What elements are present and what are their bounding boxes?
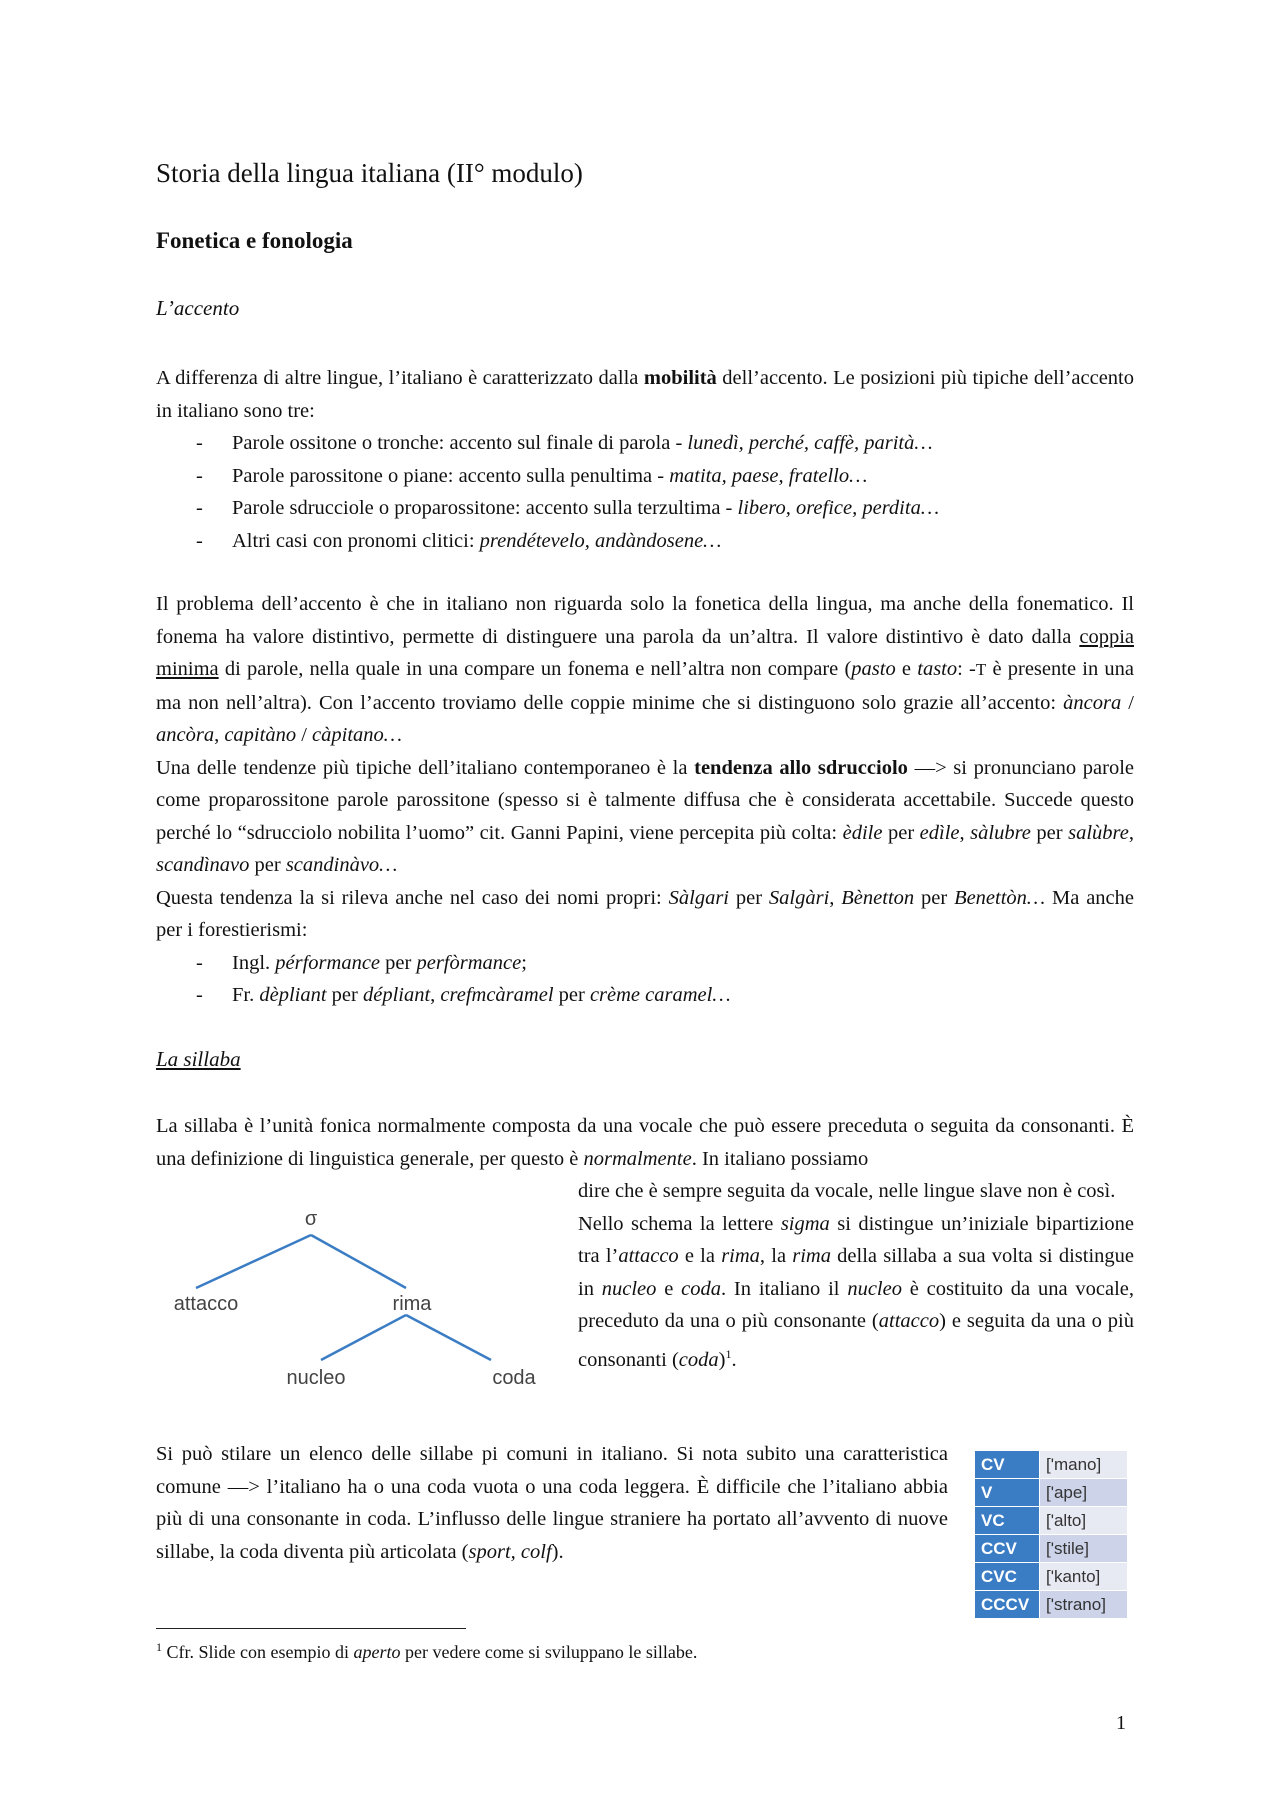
subsection-heading-accento: L’accento	[156, 296, 240, 320]
table-row	[975, 1563, 1128, 1591]
minimal-pair-paragraph: Il problema dell’accento è che in italiano non riguarda solo la fonetica della lingua, ma anche della fonematico. Il fonema ha valore distintivo, permette di distinguere una parola da un’altra. Il valore distintivo è dato dalla coppia minima di parole, nella quale in una compare un fonema e nell’altra non compare (pasto e tasto: -T è presente in una ma non nell’altra). Con l’accento troviamo delle coppie minime che si distinguono solo grazie all’accento: àncora / ancòra, capitàno / càpitano…	[156, 593, 1134, 746]
diagram-node-root: σ	[304, 1208, 318, 1230]
diagram-edge	[406, 1315, 491, 1360]
footnote-marker[interactable]: 1	[725, 1346, 732, 1361]
syllable-type-cell: V	[975, 1479, 1040, 1507]
table-row	[975, 1535, 1128, 1563]
table-row	[975, 1479, 1128, 1507]
document-title: Storia della lingua italiana (II° modulo)	[156, 158, 583, 188]
sdrucciolo-paragraph: Una delle tendenze più tipiche dell’italiano contemporaneo è la tendenza allo sdrucciolo —> si pronunciano parole come proparossitone parole parossitone (spesso si è talmente diffusa che è considerata accettabile. Succede questo perché lo “sdrucciolo nobilita l’uomo” cit. Ganni Papini, viene percepita più colta: èdile per edìle, sàlubre per salùbre, scandìnavo per scandinàvo…	[156, 756, 1134, 876]
diagram-edge	[311, 1235, 406, 1288]
table-row	[975, 1507, 1128, 1535]
loanwords-list	[156, 947, 1134, 1012]
syllable-example-cell: ['strano]	[1040, 1591, 1128, 1619]
footnote: $^1$ Cfr. Slide con esempio di aperto per vedere come si sviluppano le sillabe.	[156, 1640, 698, 1662]
syllable-type-cell: CCCV	[975, 1591, 1040, 1619]
footnote-separator	[156, 1628, 466, 1629]
syllable-type-cell: CV	[975, 1451, 1040, 1479]
list-item: - Ingl. pérformance per perfòrmance;	[156, 947, 1134, 980]
list-item: - Parole sdrucciole o proparossitone: accento sulla terzultima - libero, orefice, perdita…	[156, 492, 1134, 525]
list-item: - Altri casi con pronomi clitici: prendétevelo, andàndosene…	[156, 525, 1134, 558]
syllable-structure-diagram	[156, 1200, 566, 1400]
syllable-example-cell: ['ape]	[1040, 1479, 1128, 1507]
table-row	[975, 1451, 1128, 1479]
syllable-type-cell: CCV	[975, 1535, 1040, 1563]
diagram-edge	[321, 1315, 406, 1360]
sillaba-side-text	[578, 1175, 1134, 1376]
syllable-example-cell: ['mano]	[1040, 1451, 1128, 1479]
sillaba-intro-block	[156, 1110, 1134, 1175]
common-syllables-paragraph: Si può stilare un elenco delle sillabe pi comuni in italiano. Si nota subito una caratteristica comune —> l’italiano ha o una coda vuota o una coda leggera. È difficile che l’italiano abbia più di una consonante in coda. L’influsso delle lingue straniere ha portato all’avvento di nuove sillabe, la coda diventa più articolata (sport, colf).	[156, 1443, 948, 1563]
proper-names-paragraph: Questa tendenza la si rileva anche nel caso dei nomi propri: Sàlgari per Salgàri, Bènetton per Benettòn… Ma anche per i forestierismi:	[156, 886, 1135, 941]
diagram-node-rima: rima	[392, 1293, 432, 1315]
diagram-node-nucleo: nucleo	[286, 1367, 346, 1389]
syllable-example-cell: ['kanto]	[1040, 1563, 1128, 1591]
sillaba-common-block	[156, 1438, 948, 1568]
sillaba-side-paragraph-1: dire che è sempre seguita da vocale, nelle lingue slave non è così.	[578, 1180, 1116, 1202]
diagram-edge	[196, 1235, 311, 1288]
list-item: - Fr. dèpliant per dépliant, crefmcàramel per crème caramel…	[156, 979, 1134, 1012]
syllable-type-cell: CVC	[975, 1563, 1040, 1591]
diagram-node-coda: coda	[492, 1367, 536, 1389]
page-number: 1	[1116, 1712, 1126, 1734]
syllable-type-cell: VC	[975, 1507, 1040, 1535]
syllable-example-cell: ['stile]	[1040, 1535, 1128, 1563]
accento-body-block	[156, 588, 1134, 1012]
sillaba-intro-paragraph: La sillaba è l’unità fonica normalmente composta da una vocale che può essere preceduta o seguita da consonanti. È una definizione di linguistica generale, per questo è normalmente. In italiano possiamo	[156, 1115, 1134, 1170]
syllable-types-table	[974, 1450, 1128, 1619]
list-item: - Parole parossitone o piane: accento sulla penultima - matita, paese, fratello…	[156, 460, 1134, 493]
table-row	[975, 1591, 1128, 1619]
diagram-node-attacco: attacco	[173, 1293, 239, 1315]
sillaba-side-paragraph-2: Nello schema la lettere sigma si distingue un’iniziale bipartizione tra l’attacco e la rima, la rima della sillaba a sua volta si distingue in nucleo e coda. In italiano il nucleo è costituito da una vocale, preceduto da una o più consonante (attacco) e seguita da una o più consonanti (coda)$^1$.	[578, 1212, 1134, 1371]
list-item: - Parole ossitone o tronche: accento sul finale di parola - lunedì, perché, caffè, parità…	[156, 427, 1134, 460]
accent-positions-list	[156, 427, 1134, 557]
accento-intro-paragraph: A differenza di altre lingue, l’italiano è caratterizzato dalla mobilità dell’accento. Le posizioni più tipiche dell’accento in italiano sono tre:	[156, 367, 1134, 422]
syllable-example-cell: ['alto]	[1040, 1507, 1128, 1535]
accento-intro-block	[156, 362, 1134, 557]
subsection-heading-sillaba: La sillaba	[156, 1047, 241, 1071]
section-heading: Fonetica e fonologia	[156, 228, 353, 253]
